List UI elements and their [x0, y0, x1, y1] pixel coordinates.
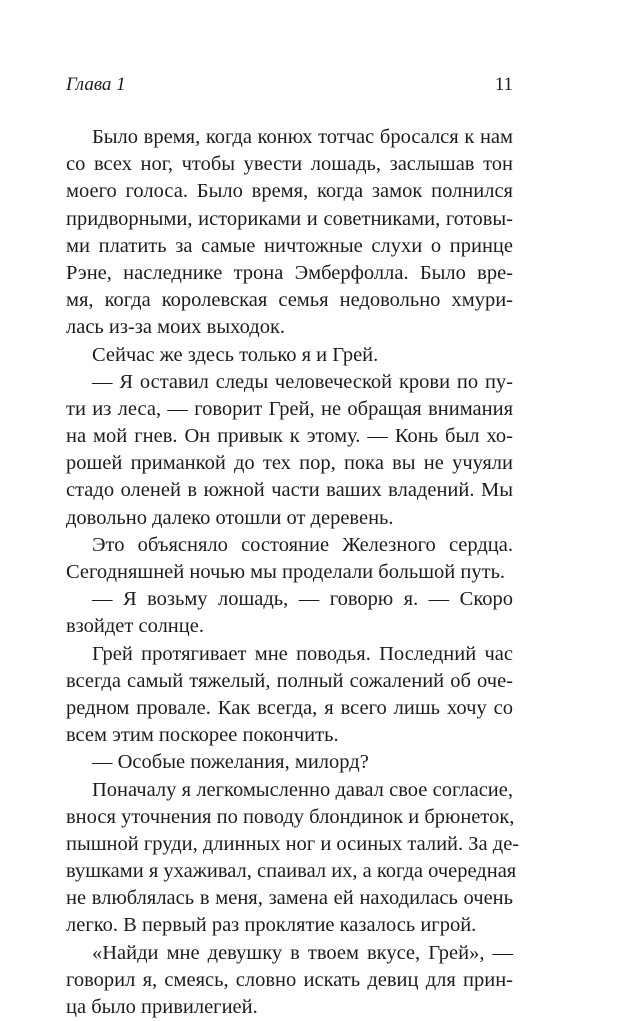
text-line: «Найди мне девушку в твоем вкусе, Грей», — [92, 941, 513, 964]
text-line: редном провале. Как всегда, я всего лишь хочу со [66, 696, 513, 719]
text-line: Сейчас же здесь только я и Грей. [92, 343, 379, 366]
text-line: всем этим поскорее покончить. [66, 724, 339, 747]
text-line: моего голоса. Было время, когда замок полнился [66, 180, 513, 203]
text-line: не влюблялась в меня, замена ей находилась очень [66, 887, 513, 910]
text-line: довольно далеко отошли от деревень. [66, 506, 394, 529]
text-line: ми платить за самые ничтожные слухи о принце [66, 234, 513, 257]
text-line: Грей протягивает мне поводья. Последний час [92, 642, 513, 665]
text-line: внося уточнения по поводу блондинок и брюнеток, [66, 805, 515, 828]
text-line: придворными, историками и советниками, готовы- [66, 207, 513, 230]
text-line: — Я оставил следы человеческой крови по пу- [92, 370, 513, 393]
text-line: вушками я ухаживал, спаивал их, а когда очередная [66, 860, 517, 883]
text-line: рошей приманкой до тех пор, пока вы не учуяли [66, 452, 513, 475]
text-line: ца было привилегией. [66, 996, 258, 1018]
text-line: лась из-за моих выходок. [66, 316, 286, 339]
text-line: Это объясняло состояние Железного сердца. [92, 533, 513, 556]
page-number: 11 [494, 74, 513, 95]
text-line: — Особые пожелания, милорд? [92, 751, 369, 774]
text-line: Было время, когда конюх тотчас бросался к нам [92, 126, 513, 148]
text-line: взойдет солнце. [66, 615, 204, 638]
text-line: мя, когда королевская семья недовольно хмури- [66, 289, 513, 312]
text-line: Поначалу я легкомысленно давал свое согласие, [92, 778, 513, 801]
body-text [66, 124, 520, 1021]
text-line: со всех ног, чтобы увести лошадь, заслышав тон [66, 153, 513, 176]
text-line: пышной груди, длинных ног и осиных талий. За де- [66, 832, 520, 855]
text-line: говорил я, смеясь, словно искать девиц для прин- [66, 968, 513, 991]
text-line: стадо оленей в южной части ваших владений. Мы [66, 479, 513, 502]
text-line: легко. В первый раз проклятие казалось игрой. [66, 914, 477, 937]
chapter-label: Глава 1 [66, 74, 126, 95]
text-line: ти из леса, — говорит Грей, не обращая внимания [66, 397, 513, 420]
text-line: Сегодняшней ночью мы проделали большой путь. [66, 561, 506, 583]
text-line: всегда самый тяжелый, полный сожалений об оче- [66, 669, 513, 692]
text-line: Рэне, наследнике трона Эмберфолла. Было вре- [66, 261, 513, 284]
text-line: на мой гнев. Он привык к этому. — Конь был хо- [66, 425, 513, 448]
text-line: — Я возьму лошадь, — говорю я. — Скоро [92, 588, 513, 611]
running-head [66, 74, 513, 98]
